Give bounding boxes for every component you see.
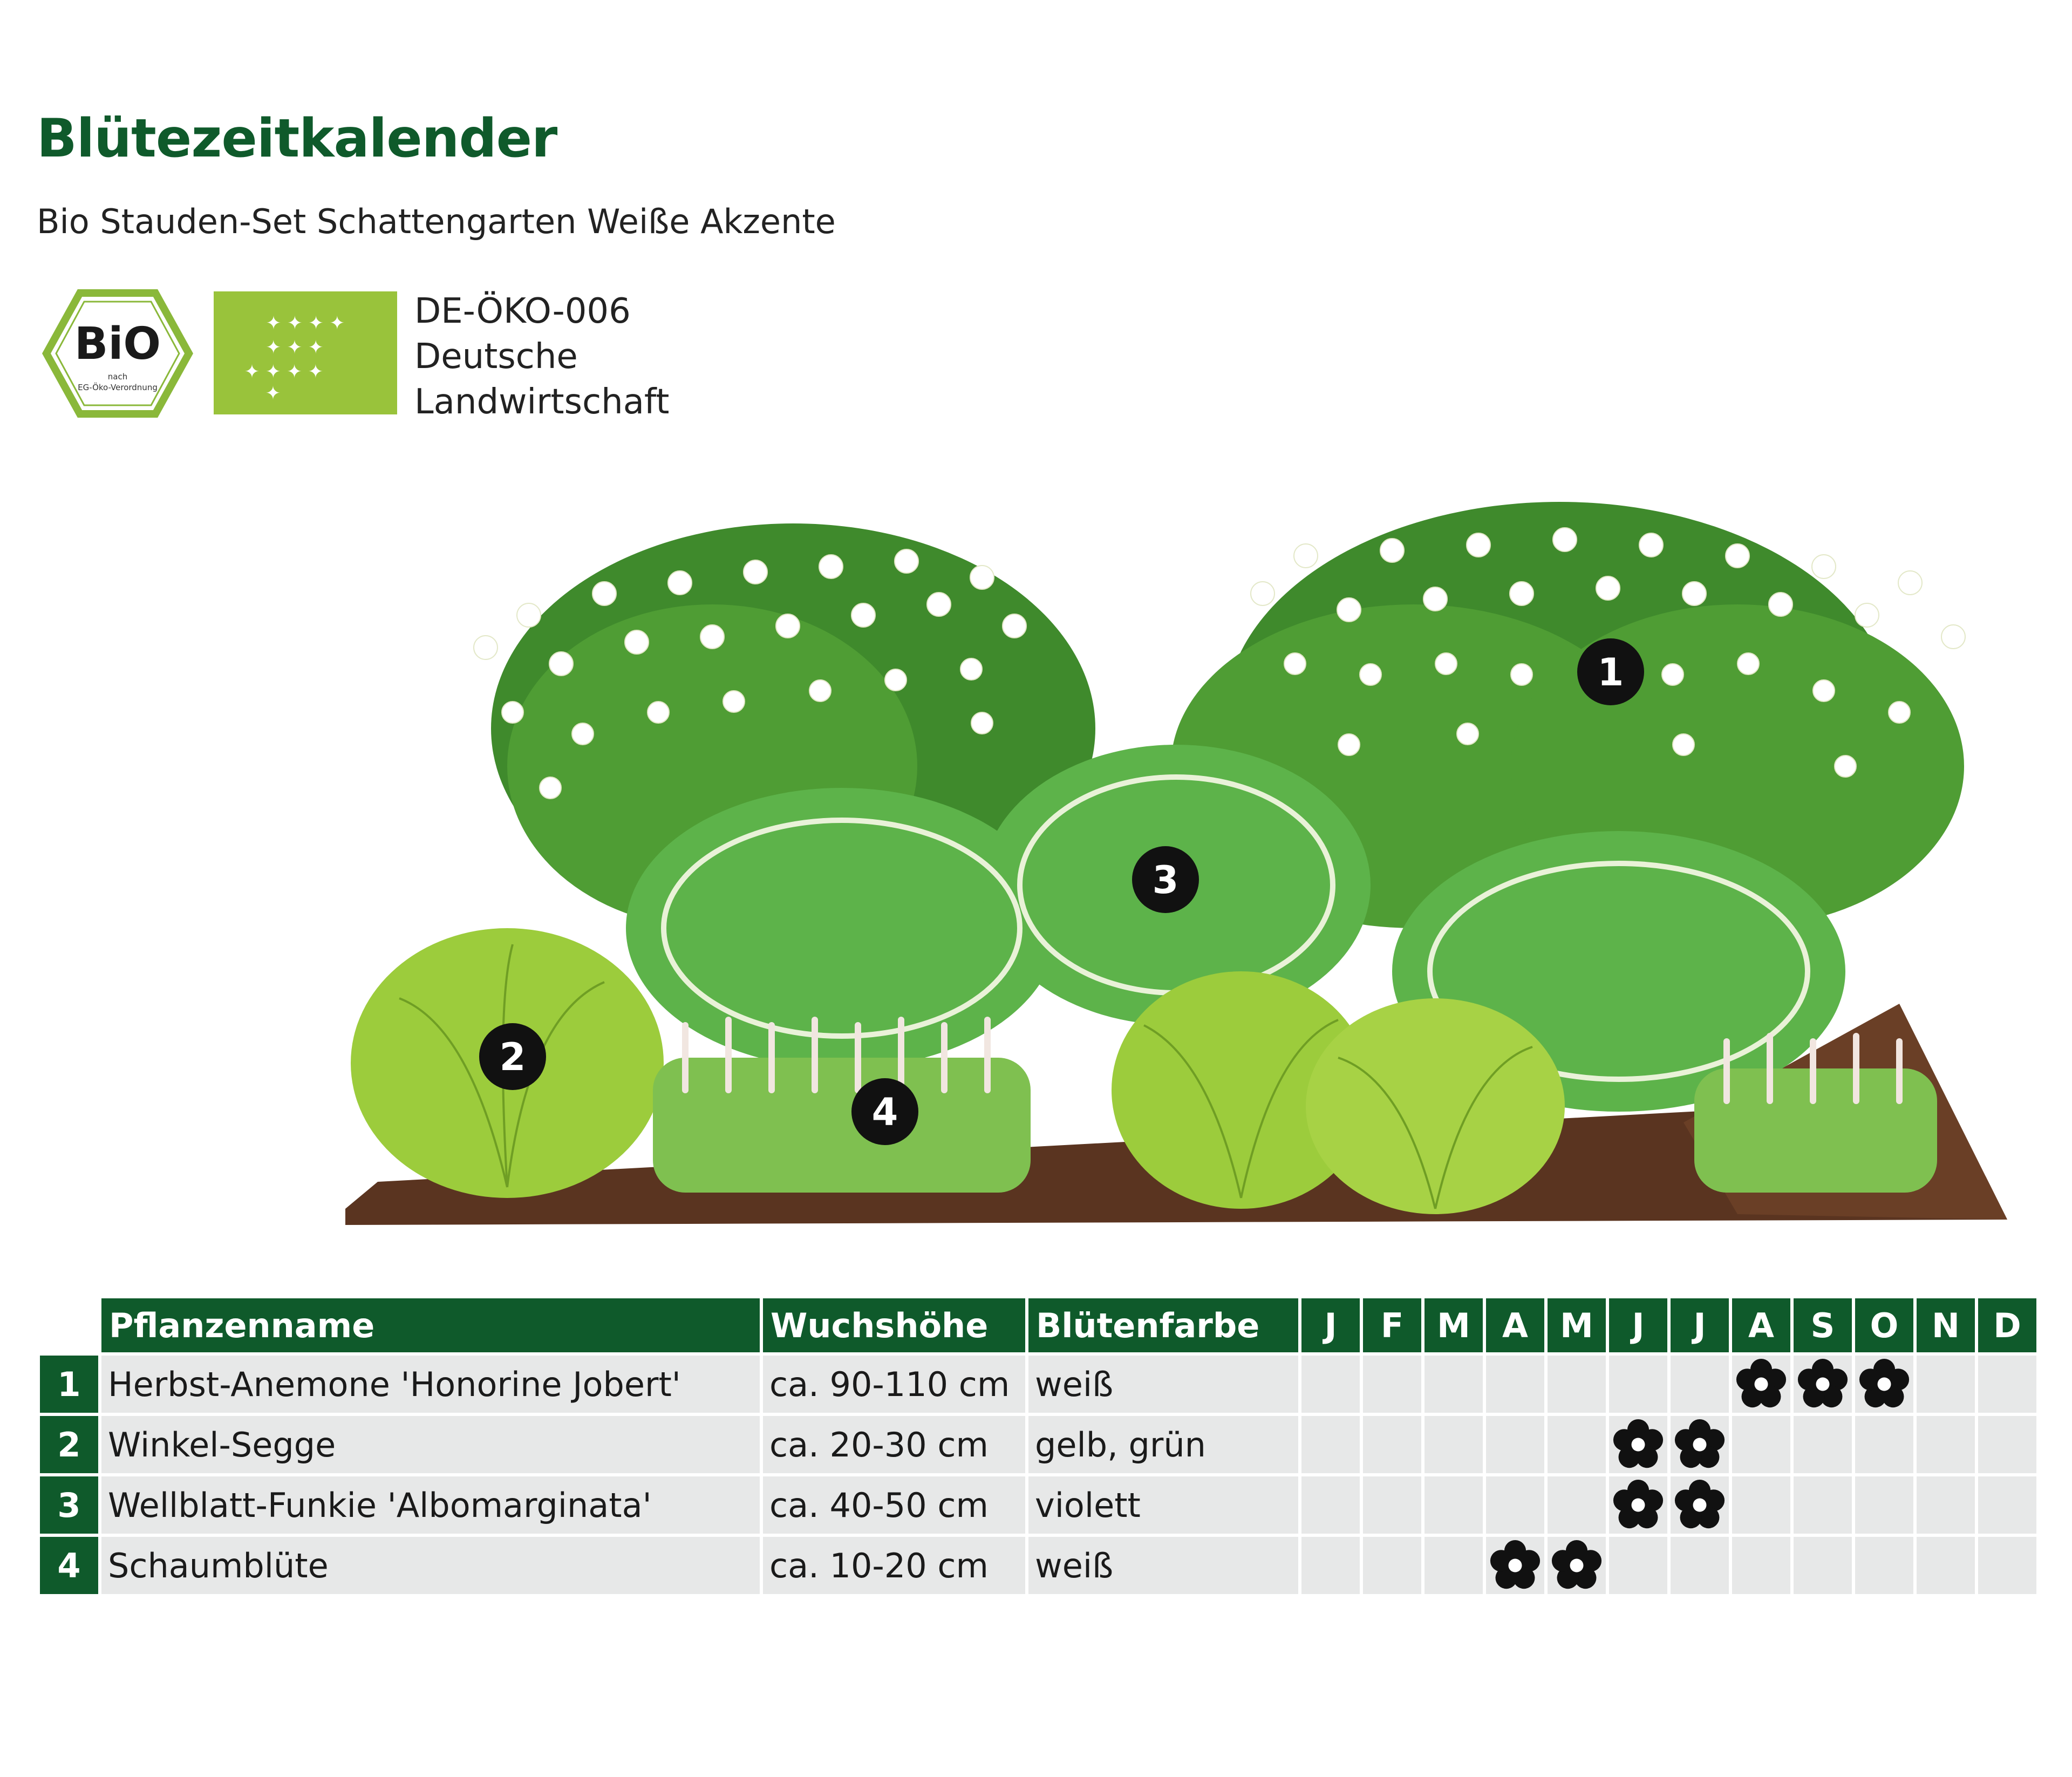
header-blank [40,1298,98,1352]
month-cell [1917,1537,1975,1594]
svg-text:✦ ✦ ✦ ✦: ✦ ✦ ✦ ✦ [244,361,324,383]
month-cell [1671,1356,1729,1413]
table-row [40,1416,2036,1473]
growth-height-cell: ca. 40-50 cm [763,1476,1025,1534]
month-cell [1978,1476,2036,1534]
bloom-flower-icon [1732,1356,1790,1413]
table-row [40,1476,2036,1534]
month-cell [1486,1476,1544,1534]
month-cell [1486,1356,1544,1413]
svg-text:nach: nach [107,372,128,382]
garden-illustration [335,486,2050,1241]
header-plant-name: Pflanzenname [101,1298,760,1352]
svg-text:2: 2 [499,1035,526,1079]
header-month: J [1301,1298,1360,1352]
header-growth-height: Wuchshöhe [763,1298,1025,1352]
flower-color-cell: weiß [1028,1356,1298,1413]
growth-height-cell: ca. 10-20 cm [763,1537,1025,1594]
month-cell [1855,1476,1913,1534]
month-cell [1978,1356,2036,1413]
flower-color-cell: weiß [1028,1537,1298,1594]
plant-name-cell: Winkel-Segge [101,1416,760,1473]
certification-text [414,289,669,425]
month-cell [1548,1476,1606,1534]
month-cell [1424,1416,1483,1473]
svg-text:✦ ✦ ✦ ✦: ✦ ✦ ✦ ✦ [265,312,345,334]
cert-line-3: Landwirtschaft [414,382,670,422]
svg-text:EG-Öko-Verordnung: EG-Öko-Verordnung [78,383,158,392]
bloom-flower-icon [1794,1356,1852,1413]
month-cell [1363,1356,1421,1413]
svg-text:✦: ✦ [265,383,281,404]
table-row [40,1356,2036,1413]
growth-height-cell: ca. 90-110 cm [763,1356,1025,1413]
header-month: A [1732,1298,1790,1352]
marker-4 [851,1078,918,1145]
month-cell [1794,1537,1852,1594]
page-subtitle: Bio Stauden-Set Schattengarten Weiße Akzente [37,202,836,241]
header-month: A [1486,1298,1544,1352]
month-cell [1301,1537,1360,1594]
month-cell [1363,1537,1421,1594]
header-month: J [1671,1298,1729,1352]
svg-text:BiO: BiO [74,318,161,370]
svg-text:1: 1 [1597,650,1624,695]
month-cell [1917,1416,1975,1473]
month-cell [1978,1416,2036,1473]
month-cell [1301,1416,1360,1473]
header-month: S [1794,1298,1852,1352]
cert-line-2: Deutsche [414,337,578,377]
plant-name-cell: Wellblatt-Funkie 'Albomarginata' [101,1476,760,1534]
month-cell [1609,1537,1667,1594]
plant-name-cell: Herbst-Anemone 'Honorine Jobert' [101,1356,760,1413]
month-cell [1424,1356,1483,1413]
month-cell [1794,1476,1852,1534]
row-number: 3 [40,1476,98,1534]
month-cell [1732,1416,1790,1473]
month-cell [1855,1537,1913,1594]
flower-color-cell: gelb, grün [1028,1416,1298,1473]
row-number: 4 [40,1537,98,1594]
month-cell [1424,1537,1483,1594]
month-cell [1548,1356,1606,1413]
month-cell [1794,1416,1852,1473]
table-row [40,1537,2036,1594]
month-cell [1671,1537,1729,1594]
month-cell [1732,1537,1790,1594]
bloom-flower-icon [1609,1416,1667,1473]
month-cell [1301,1356,1360,1413]
month-cell [1917,1476,1975,1534]
table-header-row [40,1298,2036,1352]
header-month: F [1363,1298,1421,1352]
header-month: N [1917,1298,1975,1352]
bloom-flower-icon [1548,1537,1606,1594]
month-cell [1486,1416,1544,1473]
bloom-flower-icon [1855,1356,1913,1413]
svg-text:4: 4 [871,1090,898,1134]
marker-1 [1577,638,1644,705]
header-month: M [1548,1298,1606,1352]
header-month: J [1609,1298,1667,1352]
svg-text:✦ ✦ ✦: ✦ ✦ ✦ [265,337,324,358]
month-cell [1855,1416,1913,1473]
eu-leaf-icon [214,291,397,414]
svg-text:3: 3 [1152,858,1179,902]
eu-organic-logo [214,291,397,414]
flower-color-cell: violett [1028,1476,1298,1534]
header-month: D [1978,1298,2036,1352]
bloom-flower-icon [1486,1537,1544,1594]
row-number: 1 [40,1356,98,1413]
month-cell [1732,1476,1790,1534]
growth-height-cell: ca. 20-30 cm [763,1416,1025,1473]
header-flower-color: Blütenfarbe [1028,1298,1298,1352]
plant-name-cell: Schaumblüte [101,1537,760,1594]
bloom-calendar-table [37,1295,2040,1597]
month-cell [1363,1416,1421,1473]
month-cell [1978,1537,2036,1594]
month-cell [1424,1476,1483,1534]
page-title: Blütezeitkalender [37,108,557,169]
bloom-flower-icon [1609,1476,1667,1534]
month-cell [1301,1476,1360,1534]
header-month: O [1855,1298,1913,1352]
bloom-flower-icon [1671,1416,1729,1473]
month-cell [1917,1356,1975,1413]
bio-seal-logo [42,289,193,418]
month-cell [1363,1476,1421,1534]
row-number: 2 [40,1416,98,1473]
marker-3 [1132,846,1199,913]
cert-code: DE-ÖKO-006 [414,291,631,331]
marker-2 [479,1023,546,1090]
bloom-flower-icon [1671,1476,1729,1534]
month-cell [1609,1356,1667,1413]
month-cell [1548,1416,1606,1473]
header-month: M [1424,1298,1483,1352]
